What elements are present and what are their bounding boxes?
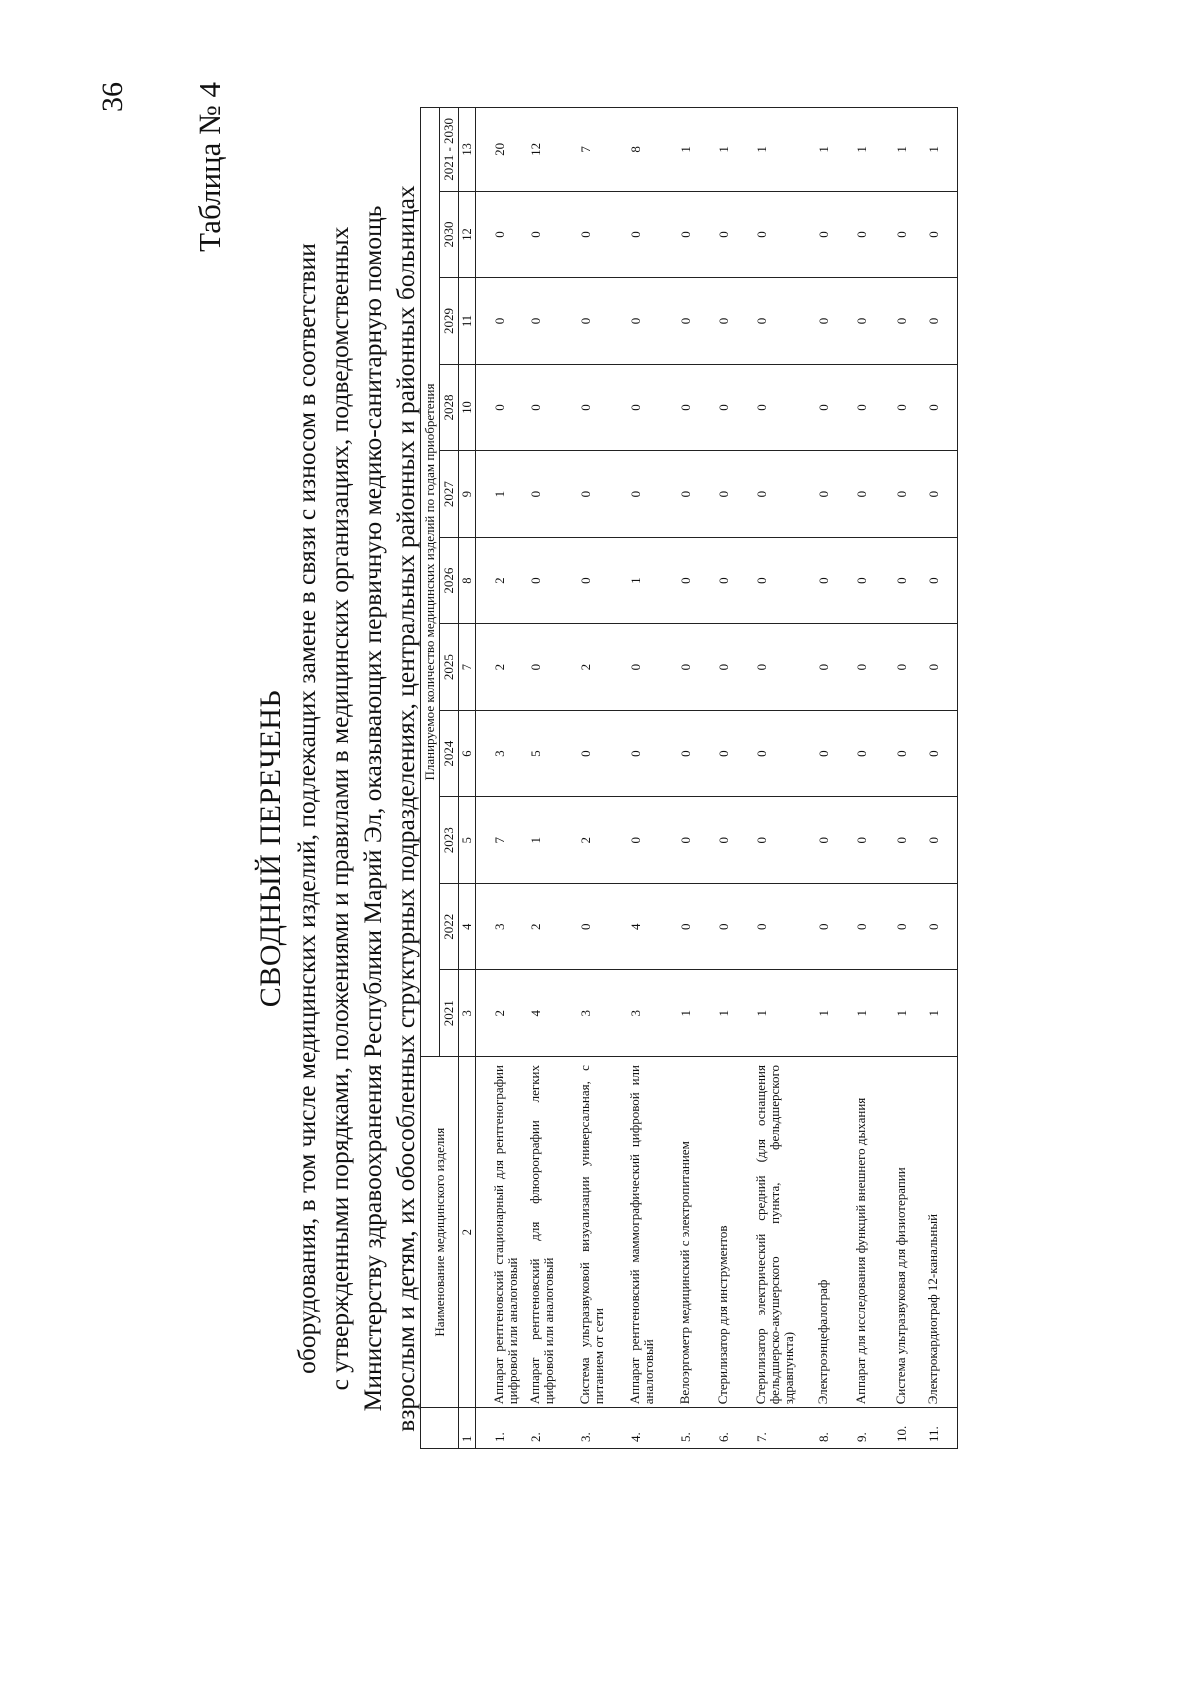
table-row: [926, 108, 958, 1449]
table-row: [476, 108, 528, 1449]
device-name: Электроэнцефалограф: [816, 1057, 854, 1408]
document-title: СВОДНЫЙ ПЕРЕЧЕНЬ: [254, 689, 287, 1008]
column-number: 9: [459, 451, 476, 538]
total-value: 1: [754, 108, 816, 192]
year-value: 0: [578, 278, 628, 365]
header-group: Планируемое количество медицинских изделий по годам приобретения: [421, 108, 440, 1057]
year-value: 0: [816, 191, 854, 278]
table-row: [894, 108, 926, 1449]
column-number-row: [459, 108, 476, 1449]
column-number: 13: [459, 108, 476, 192]
year-value: 0: [528, 624, 578, 711]
year-value: 0: [628, 191, 678, 278]
subtitle-line: оборудования, в том числе медицинских изделий, подлежащих замене в связи с износом в соответствии: [292, 243, 321, 1374]
year-value: 0: [528, 451, 578, 538]
year-value: 4: [528, 970, 578, 1057]
year-value: 0: [678, 797, 716, 884]
year-value: 0: [754, 537, 816, 624]
year-value: 0: [816, 710, 854, 797]
year-value: 0: [754, 451, 816, 538]
year-value: 0: [926, 710, 958, 797]
year-value: 0: [816, 451, 854, 538]
year-value: 0: [578, 883, 628, 970]
year-value: 1: [528, 797, 578, 884]
year-value: 0: [894, 883, 926, 970]
row-number: 7.: [754, 1408, 816, 1449]
equipment-table: [420, 107, 958, 1449]
year-value: 0: [628, 451, 678, 538]
year-value: 0: [528, 191, 578, 278]
year-value: 2: [578, 797, 628, 884]
year-value: 1: [894, 970, 926, 1057]
table-label: Таблица № 4: [192, 82, 227, 252]
year-value: 0: [716, 278, 754, 365]
column-number: 12: [459, 191, 476, 278]
year-value: 0: [628, 278, 678, 365]
year-value: 3: [476, 710, 528, 797]
year-value: 0: [894, 710, 926, 797]
year-value: 0: [716, 364, 754, 451]
total-value: 1: [816, 108, 854, 192]
subtitle-line: взрослым и детям, их обособленных структурных подразделениях, центральных районных и районных больницах: [391, 185, 420, 1432]
year-value: 0: [926, 191, 958, 278]
year-value: 0: [628, 710, 678, 797]
column-number: 6: [459, 710, 476, 797]
column-number: 7: [459, 624, 476, 711]
year-value: 0: [476, 191, 528, 278]
year-value: 2: [476, 537, 528, 624]
row-number: 8.: [816, 1408, 854, 1449]
row-number: 4.: [628, 1408, 678, 1449]
year-value: 0: [854, 278, 894, 365]
year-value: 0: [894, 624, 926, 711]
device-name: Система ультразвуковой визуализации универсальная, с питанием от сети: [578, 1057, 628, 1408]
table-row: [854, 108, 894, 1449]
column-number: 11: [459, 278, 476, 365]
device-name: Аппарат рентгеновский маммографический цифровой или аналоговый: [628, 1057, 678, 1408]
subtitle-line: Министерству здравоохранения Республики Марий Эл, оказывающих первичную медико-санитарную помощь: [358, 205, 387, 1412]
device-name: Велоэргометр медицинский с электропитанием: [678, 1057, 716, 1408]
year-value: 0: [926, 883, 958, 970]
year-value: 0: [854, 624, 894, 711]
year-value: 0: [628, 624, 678, 711]
year-value: 0: [754, 364, 816, 451]
column-number: 5: [459, 797, 476, 884]
column-number: 10: [459, 364, 476, 451]
year-value: 3: [578, 970, 628, 1057]
year-value: 1: [754, 970, 816, 1057]
row-number: 3.: [578, 1408, 628, 1449]
total-value: 1: [926, 108, 958, 192]
year-value: 0: [816, 624, 854, 711]
year-value: 0: [678, 624, 716, 711]
year-value: 0: [894, 797, 926, 884]
row-number: 10.: [894, 1408, 926, 1449]
year-header: 2028: [440, 364, 459, 451]
year-value: 0: [716, 624, 754, 711]
year-value: 7: [476, 797, 528, 884]
year-value: 0: [854, 883, 894, 970]
table-row: [754, 108, 816, 1449]
column-number: 2: [459, 1057, 476, 1408]
year-value: 0: [926, 451, 958, 538]
year-value: 2: [528, 883, 578, 970]
device-name: Система ультразвуковая для физиотерапии: [894, 1057, 926, 1408]
year-header: 2029: [440, 278, 459, 365]
table-body: [476, 108, 958, 1449]
year-value: 3: [628, 970, 678, 1057]
year-value: 0: [854, 710, 894, 797]
year-value: 0: [528, 364, 578, 451]
table-row: [628, 108, 678, 1449]
row-number: 5.: [678, 1408, 716, 1449]
year-value: 0: [894, 364, 926, 451]
year-value: 0: [716, 191, 754, 278]
year-value: 1: [716, 970, 754, 1057]
row-number: 2.: [528, 1408, 578, 1449]
row-number: 6.: [716, 1408, 754, 1449]
year-value: 1: [476, 451, 528, 538]
year-value: 0: [716, 451, 754, 538]
year-value: 0: [926, 537, 958, 624]
year-value: 0: [926, 364, 958, 451]
year-value: 0: [816, 797, 854, 884]
year-value: 0: [854, 537, 894, 624]
year-value: 0: [678, 278, 716, 365]
year-value: 0: [816, 278, 854, 365]
year-value: 0: [476, 364, 528, 451]
year-value: 5: [528, 710, 578, 797]
total-value: 7: [578, 108, 628, 192]
year-header: 2030: [440, 191, 459, 278]
year-value: 1: [678, 970, 716, 1057]
table-row: [716, 108, 754, 1449]
total-value: 12: [528, 108, 578, 192]
year-value: 0: [926, 624, 958, 711]
year-header: 2026: [440, 537, 459, 624]
table-row: [528, 108, 578, 1449]
year-value: 0: [854, 364, 894, 451]
subtitle-line: с утвержденными порядками, положениями и правилами в медицинских организациях, подведомственных: [325, 226, 354, 1391]
year-value: 0: [678, 364, 716, 451]
year-value: 0: [476, 278, 528, 365]
column-number: 3: [459, 970, 476, 1057]
total-value: 1: [678, 108, 716, 192]
column-number: 4: [459, 883, 476, 970]
year-value: 0: [678, 710, 716, 797]
year-value: 0: [854, 451, 894, 538]
total-value: 20: [476, 108, 528, 192]
row-number: 1.: [476, 1408, 528, 1449]
year-header: 2021: [440, 970, 459, 1057]
year-value: 0: [578, 537, 628, 624]
document-subtitle: [290, 160, 422, 1457]
year-value: 0: [716, 710, 754, 797]
year-value: 0: [754, 797, 816, 884]
year-value: 0: [578, 710, 628, 797]
row-number: 9.: [854, 1408, 894, 1449]
year-header: 2027: [440, 451, 459, 538]
total-value: 1: [854, 108, 894, 192]
year-value: 0: [754, 883, 816, 970]
year-header: 2025: [440, 624, 459, 711]
year-value: 0: [628, 797, 678, 884]
year-value: 0: [926, 278, 958, 365]
year-value: 2: [476, 624, 528, 711]
total-value: 1: [716, 108, 754, 192]
table-row: [816, 108, 854, 1449]
header-name: Наименование медицинского изделия: [421, 1057, 459, 1408]
year-value: 0: [716, 797, 754, 884]
device-name: Аппарат для исследования функций внешнего дыхания: [854, 1057, 894, 1408]
year-value: 0: [754, 624, 816, 711]
year-value: 0: [528, 278, 578, 365]
year-value: 0: [854, 191, 894, 278]
year-header: 2023: [440, 797, 459, 884]
year-value: 0: [754, 191, 816, 278]
year-value: 0: [578, 364, 628, 451]
column-number: 8: [459, 537, 476, 624]
year-value: 3: [476, 883, 528, 970]
year-value: 0: [894, 451, 926, 538]
year-value: 0: [628, 364, 678, 451]
year-header: 2021 - 2030: [440, 108, 459, 192]
table-row: [578, 108, 628, 1449]
year-value: 2: [476, 970, 528, 1057]
year-value: 0: [578, 191, 628, 278]
year-header: 2022: [440, 883, 459, 970]
year-value: 1: [854, 970, 894, 1057]
year-value: 0: [678, 191, 716, 278]
year-value: 0: [716, 883, 754, 970]
row-number: 11.: [926, 1408, 958, 1449]
year-value: 1: [816, 970, 854, 1057]
year-value: 0: [816, 537, 854, 624]
year-value: 0: [754, 710, 816, 797]
year-value: 0: [854, 797, 894, 884]
year-value: 1: [926, 970, 958, 1057]
year-value: 0: [716, 537, 754, 624]
year-value: 0: [894, 191, 926, 278]
device-name: Электрокардиограф 12-канальный: [926, 1057, 958, 1408]
page-number: 36: [96, 82, 129, 112]
year-value: 1: [628, 537, 678, 624]
device-name: Стерилизатор электрический средний (для оснащения фельдшерско-акушерского пункта, фельдшерского здравпункта): [754, 1057, 816, 1408]
device-name: Стерилизатор для инструментов: [716, 1057, 754, 1408]
year-value: 0: [754, 278, 816, 365]
year-value: 0: [926, 797, 958, 884]
table-row: [678, 108, 716, 1449]
year-value: 0: [678, 537, 716, 624]
year-value: 4: [628, 883, 678, 970]
year-value: 0: [678, 883, 716, 970]
year-value: 0: [678, 451, 716, 538]
year-value: 0: [528, 537, 578, 624]
year-value: 0: [816, 364, 854, 451]
device-name: Аппарат рентгеновский для флюорографии легких цифровой или аналоговый: [528, 1057, 578, 1408]
year-value: 2: [578, 624, 628, 711]
year-header: 2024: [440, 710, 459, 797]
header-index-cell: [421, 1408, 459, 1449]
year-value: 0: [816, 883, 854, 970]
column-number: 1: [459, 1408, 476, 1449]
total-value: 1: [894, 108, 926, 192]
device-name: Аппарат рентгеновский стационарный для рентгенографии цифровой или аналоговый: [476, 1057, 528, 1408]
total-value: 8: [628, 108, 678, 192]
year-value: 0: [578, 451, 628, 538]
year-value: 0: [894, 278, 926, 365]
year-value: 0: [894, 537, 926, 624]
